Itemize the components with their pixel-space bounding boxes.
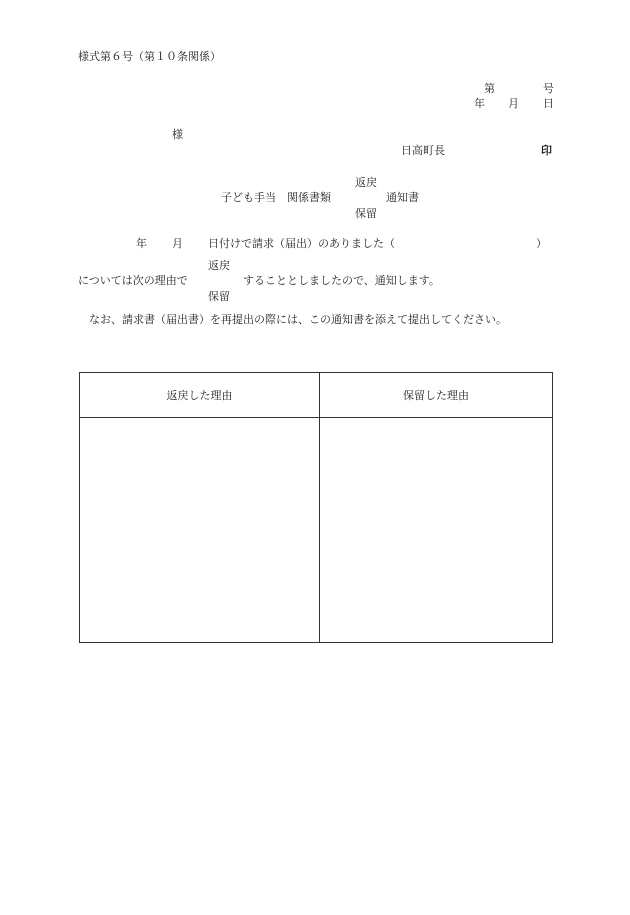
body-line2-option-return: 返戻 bbox=[208, 259, 230, 272]
date-year: 年 bbox=[474, 97, 485, 110]
hold-reason-cell[interactable] bbox=[320, 418, 553, 643]
heading-suffix: 通知書 bbox=[386, 191, 419, 204]
body-line1-text: 日付けで請求（届出）のありました（ bbox=[208, 237, 395, 250]
issuer-seal: 印 bbox=[541, 144, 552, 157]
return-reason-cell[interactable] bbox=[80, 418, 320, 643]
form-number: 様式第６号（第１０条関係） bbox=[78, 50, 221, 63]
hold-reason-header: 保留した理由 bbox=[320, 373, 553, 418]
body-line3: なお、請求書（届出書）を再提出の際には、この通知書を添えて提出してください。 bbox=[89, 313, 507, 326]
body-line1-year: 年 bbox=[136, 237, 147, 250]
body-line2-prefix: については次の理由で bbox=[78, 274, 188, 287]
heading-option-return: 返戻 bbox=[355, 176, 377, 189]
date-day: 日 bbox=[543, 97, 554, 110]
heading-option-hold: 保留 bbox=[355, 207, 377, 220]
issuer-title: 日高町長 bbox=[401, 144, 445, 157]
body-line2-suffix: することとしましたので、通知します。 bbox=[243, 274, 440, 287]
doc-no-dai: 第 bbox=[484, 82, 495, 95]
date-month: 月 bbox=[508, 97, 519, 110]
heading-subject: 子ども手当 関係書類 bbox=[221, 191, 331, 204]
doc-no-go: 号 bbox=[543, 82, 554, 95]
reasons-table bbox=[79, 372, 553, 643]
return-reason-header: 返戻した理由 bbox=[80, 373, 320, 418]
body-line1-close: ） bbox=[536, 237, 547, 250]
body-line2-option-hold: 保留 bbox=[208, 290, 230, 303]
addressee-suffix: 様 bbox=[172, 128, 183, 141]
body-line1-month: 月 bbox=[172, 237, 183, 250]
